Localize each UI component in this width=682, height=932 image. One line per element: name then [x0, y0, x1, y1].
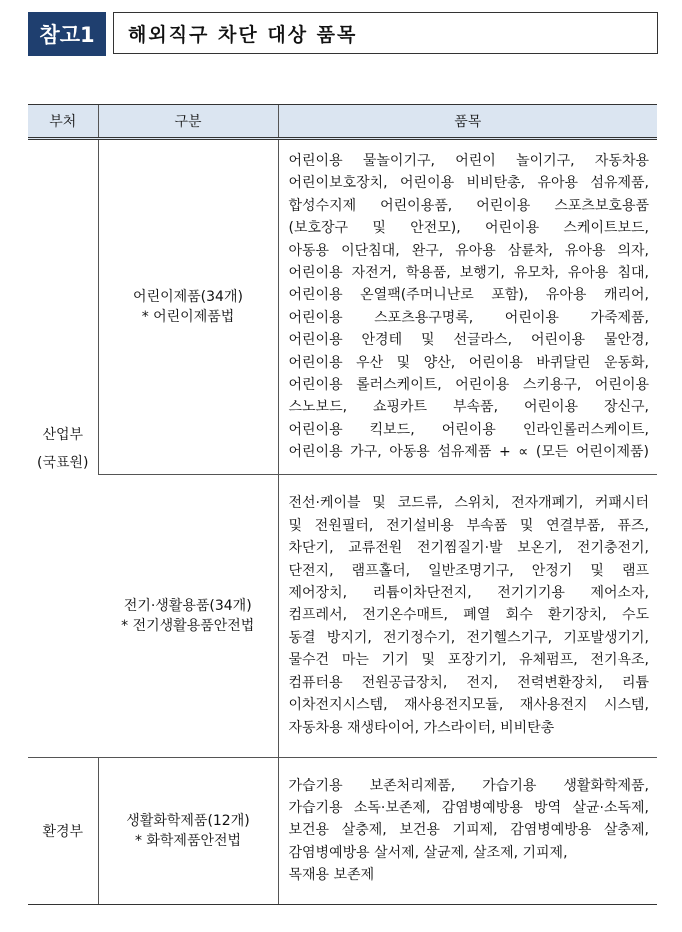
category-name: 생활화학제품(12개)	[126, 812, 250, 829]
item-line: 및 전원필터, 전기설비용 부속품 및 연결부품, 퓨즈,	[288, 517, 649, 534]
item-line: 보건용 살충제, 보건용 기피제, 감염병예방용 살충제,	[288, 822, 649, 839]
item-line: 컴프레서, 전기온수매트, 폐열 회수 환기장치, 수도	[288, 607, 649, 624]
column-header-category: 구분	[98, 105, 278, 139]
items-cell	[278, 757, 657, 904]
item-line: 어린이용 안경테 및 선글라스, 어린이용 물안경,	[288, 332, 649, 349]
ministry-name: 환경부	[42, 823, 84, 840]
item-line: 감염병예방용 살서제, 살균제, 살조제, 기피제,	[288, 844, 568, 861]
item-line: 컴퓨터용 전원공급장치, 전지, 전력변환장치, 리튬	[288, 674, 649, 691]
item-line: 스노보드, 쇼핑카트 부속품, 어린이용 장신구,	[288, 399, 649, 416]
item-line: 어린이용 가구, 아동용 섬유제품 + ∝ (모든 어린이제품)	[288, 444, 649, 461]
category-name: 어린이제품(34개)	[133, 288, 243, 305]
item-line: 물수건 마는 기기 및 포장기기, 유체펌프, 전기욕조,	[288, 652, 649, 669]
item-line: 어린이용 물놀이기구, 어린이 놀이기구, 자동차용	[288, 153, 649, 169]
item-line: 합성수지제 어린이용품, 어린이용 스포츠보호용품	[288, 197, 649, 214]
item-line: 가습기용 보존처리제품, 가습기용 생활화학제품,	[288, 777, 649, 794]
item-line: 차단기, 교류전원 전기찜질기·발 보온기, 전기충전기,	[288, 540, 649, 557]
table-row-chemical-products	[28, 757, 657, 904]
column-header-ministry: 부처	[28, 105, 98, 139]
category-name: 전기·생활용품(34개)	[123, 597, 252, 614]
category-cell	[98, 757, 278, 904]
item-line: 전선·케이블 및 코드류, 스위치, 전자개폐기, 커패시터	[288, 495, 649, 512]
item-line: 어린이용 킥보드, 어린이용 인라인롤러스케이트,	[288, 421, 649, 438]
item-line: 동결 방지기, 전기정수기, 전기헬스기구, 기포발생기기,	[288, 629, 649, 646]
items-cell	[278, 139, 657, 475]
category-cell	[98, 139, 278, 475]
table-row-electrical-products	[28, 474, 657, 757]
table-row-children-products	[28, 139, 657, 475]
reference-badge: 참고1	[28, 12, 106, 56]
ministry-subname: (국표원)	[37, 455, 89, 472]
ministry-cell-motie	[28, 139, 98, 758]
item-line: 어린이용 우산 및 양산, 어린이용 바퀴달린 운동화,	[288, 354, 649, 371]
items-cell	[278, 474, 657, 757]
item-line: (보호장구 및 안전모), 어린이용 스케이트보드,	[288, 220, 649, 237]
item-line: 가습기용 소독·보존제, 감염병예방용 방역 살균·소독제,	[288, 800, 649, 817]
item-line: 목재용 보존제	[288, 867, 375, 884]
blocked-items-table	[28, 104, 657, 905]
item-line: 어린이보호장치, 어린이용 비비탄총, 유아용 섬유제품,	[288, 175, 649, 192]
item-line: 어린이용 온열팩(주머니난로 포함), 유아용 캐리어,	[288, 287, 649, 304]
category-law: * 어린이제품법	[141, 308, 235, 325]
category-law: * 화학제품안전법	[134, 832, 242, 849]
item-line: 어린이용 스포츠용구명록, 어린이용 가죽제품,	[288, 309, 649, 326]
item-line: 어린이용 롤러스케이트, 어린이용 스키용구, 어린이용	[288, 377, 649, 394]
category-cell	[98, 474, 278, 757]
category-law: * 전기생활용품안전법	[121, 617, 255, 634]
section-header	[28, 12, 659, 56]
page-title: 해외직구 차단 대상 품목	[113, 12, 658, 54]
ministry-cell-environment	[28, 757, 98, 904]
item-line: 어린이용 자전거, 학용품, 보행기, 유모차, 유아용 침대,	[288, 265, 649, 282]
table-header-row	[28, 105, 657, 139]
item-line: 제어장치, 리튬이차단전지, 전기기기용 제어소자,	[288, 585, 649, 602]
item-line: 이차전지시스템, 재사용전지모듈, 재사용전지 시스템,	[288, 697, 649, 714]
item-line: 자동차용 재생타이어, 가스라이터, 비비탄총	[288, 719, 555, 736]
item-line: 단전지, 램프홀더, 일반조명기구, 안정기 및 램프	[288, 562, 649, 579]
item-line: 아동용 이단침대, 완구, 유아용 삼륜차, 유아용 의자,	[288, 242, 649, 259]
column-header-items: 품목	[278, 105, 657, 139]
ministry-name: 산업부	[42, 427, 84, 444]
